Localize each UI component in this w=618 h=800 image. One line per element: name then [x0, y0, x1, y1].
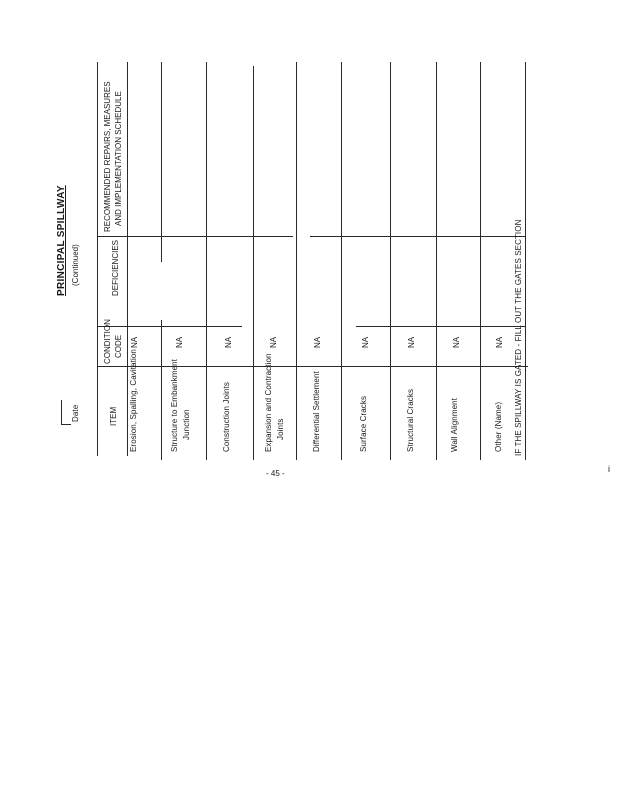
row-construction-joints-item: Construction Joints	[222, 382, 231, 452]
row-erosion-code: NA	[130, 336, 139, 348]
row-divider-1-upper	[161, 62, 162, 262]
header-deficiencies: DEFICIENCIES	[111, 239, 120, 296]
page-number: - 45 -	[266, 469, 285, 478]
page-title: PRINCIPAL SPILLWAY	[56, 185, 67, 296]
row-surface-cracks-item: Surface Cracks	[359, 395, 368, 452]
row-expansion-joints-item-line2: Joints	[276, 418, 285, 440]
row-embankment-junction-item: Structure to Embankment	[170, 358, 179, 452]
header-condition-line2: CODE	[114, 334, 123, 358]
gated-spillway-note: IF THE SPILLWAY IS GATED - FILL OUT THE GATES SECTION	[514, 219, 523, 456]
row-embankment-junction-item-line2: Junction	[182, 409, 191, 440]
row-differential-settlement-item: Differential Settlement	[312, 371, 321, 452]
table-header-right-border	[127, 62, 128, 456]
row-wall-alignment-code: NA	[452, 336, 461, 348]
row-wall-alignment-item: Wall Alignment	[450, 397, 459, 452]
date-label: Date	[71, 404, 80, 422]
date-box-bottom	[61, 424, 71, 425]
header-item: ITEM	[109, 406, 118, 426]
margin-mark: i	[608, 464, 610, 474]
row-expansion-joints-code: NA	[269, 336, 278, 348]
header-condition-line1: CONDITION	[103, 319, 112, 364]
row-divider-4	[296, 62, 297, 460]
row-divider-6	[390, 62, 391, 460]
header-recommended-line2: AND IMPLEMENTATION SCHEDULE	[114, 91, 123, 226]
row-divider-8	[480, 62, 481, 460]
row-embankment-junction-code: NA	[175, 336, 184, 348]
page-subtitle: (Continued)	[71, 244, 80, 286]
row-other-item: Other (Name)	[494, 401, 503, 452]
row-structural-cracks-item: Structural Cracks	[406, 388, 415, 452]
row-surface-cracks-code: NA	[361, 336, 370, 348]
row-divider-2	[206, 62, 207, 460]
row-divider-5	[341, 62, 342, 460]
table-rule-deficiencies-recommended-lower	[310, 236, 526, 237]
table-header-left-border	[97, 62, 98, 456]
row-divider-3	[253, 66, 254, 460]
date-box-left	[61, 400, 62, 424]
row-erosion-item: Erosion, Spalling, Cavitation	[129, 349, 138, 452]
row-other-code: NA	[495, 336, 504, 348]
table-rule-code-deficiencies-lower	[356, 326, 526, 327]
header-recommended-line1: RECOMMENDED REPAIRS, MEASURES	[103, 81, 112, 232]
row-divider-1	[161, 320, 162, 460]
row-expansion-joints-item: Expansion and Contraction	[264, 353, 273, 452]
row-differential-settlement-code: NA	[313, 336, 322, 348]
row-divider-9	[525, 62, 526, 460]
row-divider-7	[436, 62, 437, 460]
row-structural-cracks-code: NA	[407, 336, 416, 348]
row-construction-joints-code: NA	[224, 336, 233, 348]
table-rule-code-deficiencies	[97, 326, 242, 327]
